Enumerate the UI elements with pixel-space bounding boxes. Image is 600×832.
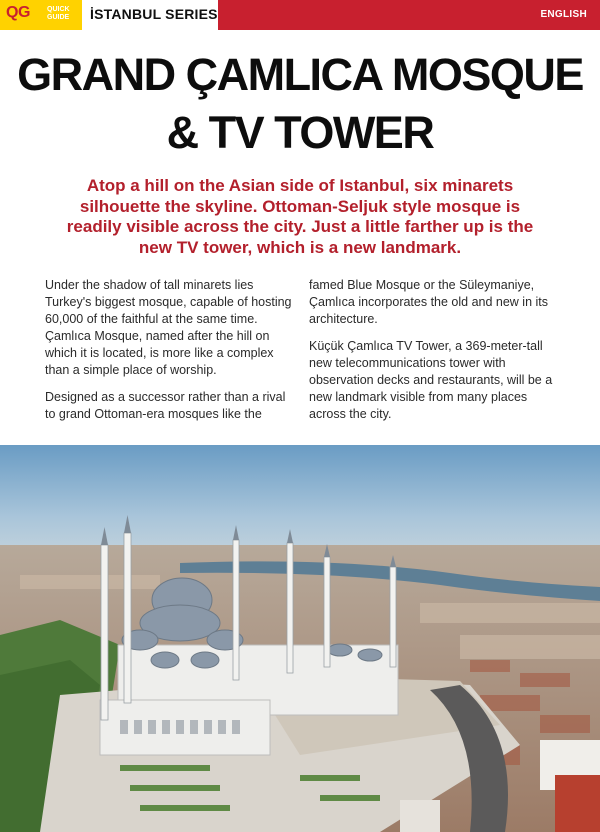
page-title bbox=[0, 46, 600, 162]
logo-line-quick: QUICK bbox=[47, 6, 70, 13]
logo-tagline bbox=[47, 6, 70, 22]
body-column-right bbox=[309, 277, 564, 433]
language-block bbox=[218, 0, 600, 30]
mosque-illustration bbox=[0, 445, 600, 832]
logo-mark: QG bbox=[6, 4, 30, 21]
series-block bbox=[82, 0, 218, 30]
title-line-1: GRAND ÇAMLICA MOSQUE bbox=[17, 49, 583, 100]
language-label: ENGLISH bbox=[540, 9, 587, 20]
body-paragraph: famed Blue Mosque or the Süleymaniye, Çamlıca incorporates the old and new in its architecture. bbox=[309, 278, 549, 326]
body-paragraph: Küçük Çamlıca TV Tower, a 369-meter-tall new telecommunications tower with observation decks and restaurants, will be a new landmark visible from many places across the city. bbox=[309, 339, 553, 421]
title-line-2: & TV TOWER bbox=[166, 107, 434, 158]
body-column-left bbox=[45, 277, 295, 433]
body-paragraph: Under the shadow of tall minarets lies Turkey's biggest mosque, capable of hosting 60,000 of the faithful at the same time. Çamlıca Mosque, named after the hill on which it is located, is more like a complex than a simple place of worship. bbox=[45, 278, 292, 377]
mosque-aerial-photo bbox=[0, 445, 600, 832]
header-bar bbox=[0, 0, 600, 30]
lead-subtitle: Atop a hill on the Asian side of Istanbul, six minarets silhouette the skyline. Ottoman-Seljuk style mosque is readily visible across the city. Just a little farther up is the new TV tower, which is a new landmark. bbox=[66, 176, 534, 257]
logo-line-guide: GUIDE bbox=[47, 14, 70, 21]
logo-block bbox=[0, 0, 82, 30]
body-paragraph: Designed as a successor rather than a rival to grand Ottoman-era mosques like the bbox=[45, 390, 286, 421]
series-label: İSTANBUL SERIES bbox=[90, 6, 218, 22]
